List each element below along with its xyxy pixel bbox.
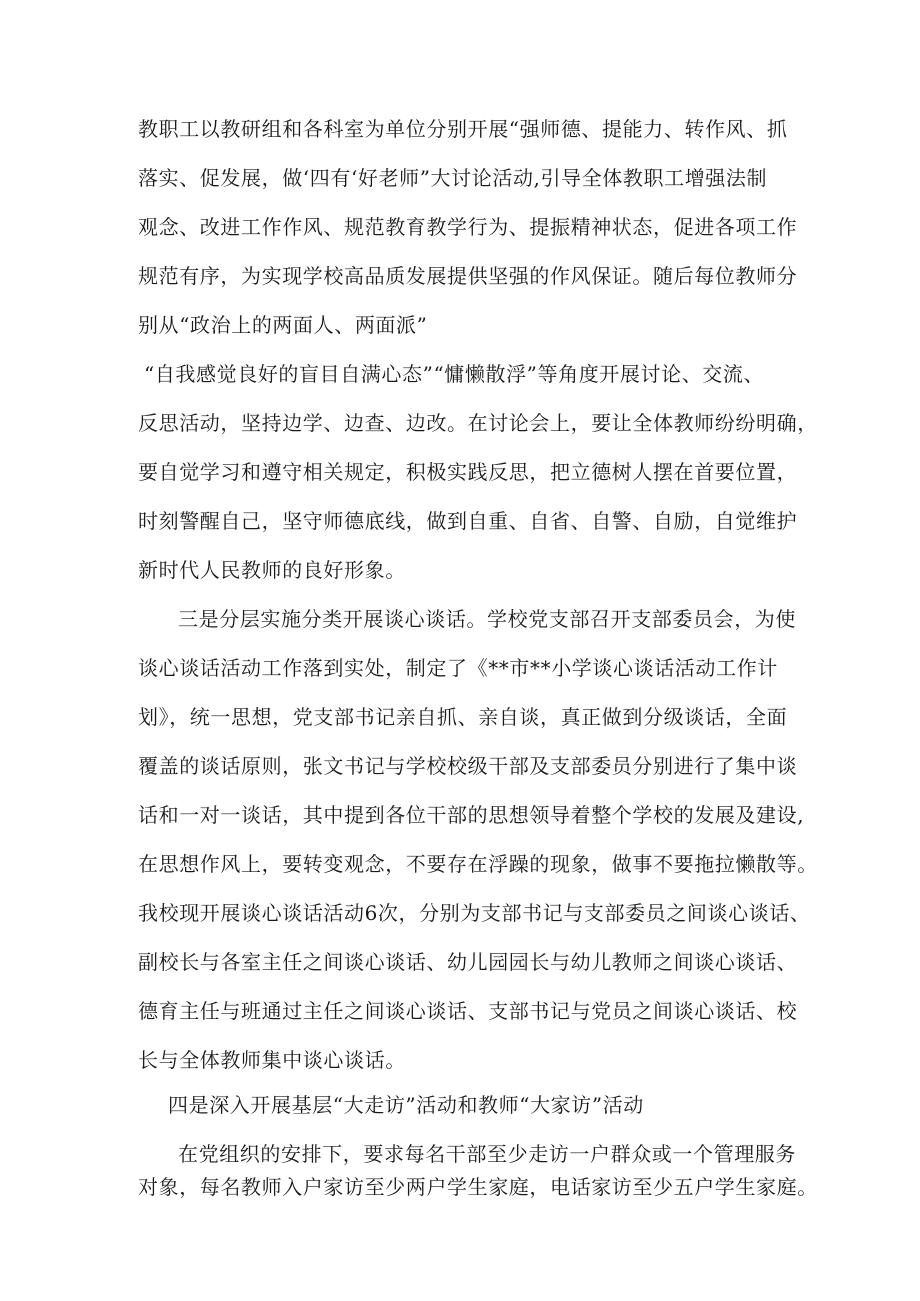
section-heading: 四是深入开展基层“大走访”活动和教师“大家访”活动 xyxy=(168,1093,644,1117)
text-line-13: 划》，统一思想，党支部书记亲自抓、亲自谈，真正做到分级谈话，全面 xyxy=(138,705,788,729)
text-line-12: 谈心谈话活动工作落到实处，制定了《**市**小学谈心谈话活动工作计 xyxy=(138,656,778,680)
text-line-2: 落实、促发展，做‘四有‘好老师”大讨论活动,引导全体教职工增强法制 xyxy=(138,166,768,190)
text-line-5: 别从“政治上的两面人、两面派” xyxy=(138,313,428,337)
text-line-7: 反思活动，坚持边学、边查、边改。在讨论会上，要让全体教师纷纷明确， xyxy=(138,411,818,435)
text-line-6: “自我感觉良好的盲目自满心态”“慵懒散浮”等角度开展讨论、交流、 xyxy=(144,362,765,386)
text-line-16: 在思想作风上，要转变观念，不要存在浮躁的现象，做事不要拖拉懒散等。 xyxy=(138,852,818,876)
text-line-4: 规范有序，为实现学校高品质发展提供坚强的作风保证。随后每位教师分 xyxy=(138,264,798,288)
text-line-23: 对象，每名教师入户家访至少两户学生家庭，电话家访至少五户学生家庭。 xyxy=(138,1175,818,1199)
text-line-22: 在党组织的安排下，要求每名干部至少走访一户群众或一个管理服务 xyxy=(178,1142,796,1166)
text-line-11: 三是分层实施分类开展谈心谈话。学校党支部召开支部委员会，为使 xyxy=(178,607,796,631)
text-line-14: 覆盖的谈话原则，张文书记与学校校级干部及支部委员分别进行了集中谈 xyxy=(138,754,798,778)
text-line-10: 新时代人民教师的良好形象。 xyxy=(138,558,406,582)
text-line-17: 我校现开展谈心谈话活动6次，分别为支部书记与支部委员之间谈心谈话、 xyxy=(138,901,811,925)
text-line-1: 教职工以教研组和各科室为单位分别开展“强师德、提能力、转作风、抓 xyxy=(138,117,788,141)
text-line-3: 观念、改进工作作风、规范教育教学行为、提振精神状态，促进各项工作 xyxy=(138,215,798,239)
text-line-8: 要自觉学习和遵守相关规定，积极实践反思，把立德树人摆在首要位置， xyxy=(138,460,798,484)
text-line-9: 时刻警醒自己，坚守师德底线，做到自重、自省、自警、自励，自觉维护 xyxy=(138,509,798,533)
text-line-19: 德育主任与班通过主任之间谈心谈话、支部书记与党员之间谈心谈话、校 xyxy=(138,999,798,1023)
text-line-20: 长与全体教师集中谈心谈话。 xyxy=(138,1048,406,1072)
text-line-15: 话和一对一谈话，其中提到各位干部的思想领导着整个学校的发展及建设, xyxy=(138,803,805,827)
text-line-18: 副校长与各室主任之间谈心谈话、幼儿园园长与幼儿教师之间谈心谈话、 xyxy=(138,950,798,974)
